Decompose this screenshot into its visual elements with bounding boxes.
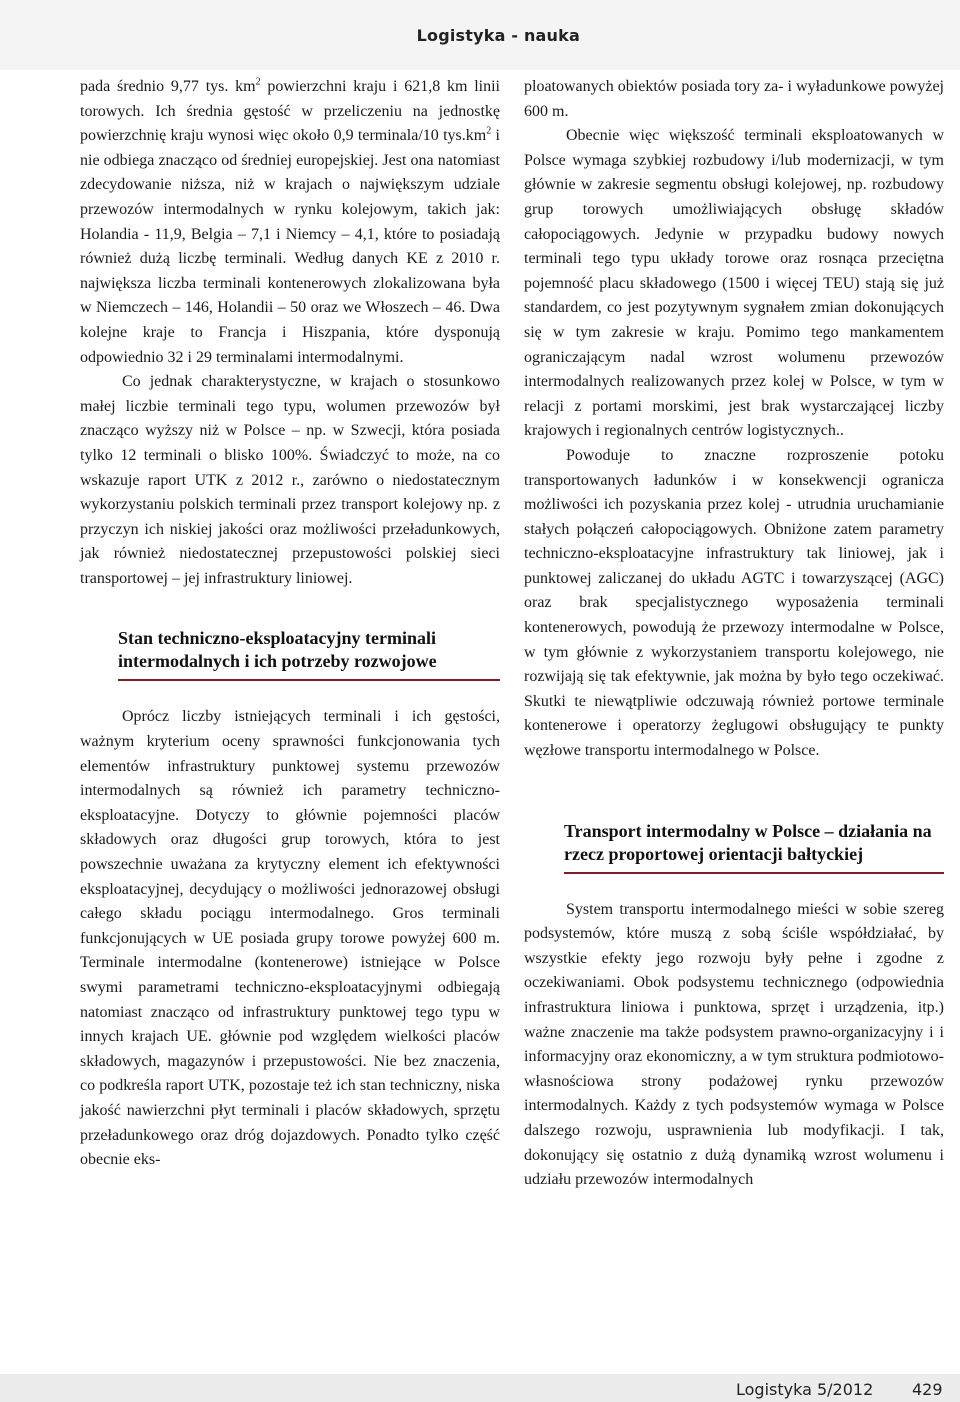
right-column <box>524 75 944 1193</box>
section-heading-wrap <box>564 820 944 874</box>
left-column <box>80 75 500 1173</box>
paragraph: Obecnie więc większość terminali eksploatowanych w Polsce wymaga szybkiej rozbudowy i/lub modernizacji, w tym głównie w zakresie segmentu obsługi kolejowej, np. rozbudowy grup torowych umożliwiających obsługę składów całopociągowych. Jedynie w przypadku budowy nowych terminali tego typu układy torowe oraz rosnąca przeciętna pojemność placu składowego (1500 i więcej TEU) stają się już standardem, co jest pozytywnym sygnałem zmian dokonujących się w tym zakresie w kraju. Pomimo tego mankamentem ograniczającym nadal wzrost wolumenu przewozów intermodalnych realizowanych przez kolej w Polsce, w tym w relacji z portami morskimi, jest brak wystarczającej liczby krajowych i regionalnych centrów logistycznych.. <box>524 127 944 440</box>
section-heading: Transport intermodalny w Polsce – działania na rzecz proportowej orientacji bałtyckiej <box>564 820 944 874</box>
paragraph <box>80 75 500 370</box>
page-number: 429 <box>912 1380 943 1399</box>
text-run: powierzchni kraju i 621,8 km linii torowych. Ich średnia gęstość w przeliczeniu na jednostkę powierzchnię kraju wynosi więc około 0,9 terminala/10 tys.km <box>80 78 501 145</box>
paragraph: Oprócz liczby istniejących terminali i ich gęstości, ważnym kryterium oceny sprawności funkcjonowania tych elementów infrastruktury punktowej systemu przewozów intermodalnych są również ich parametry techniczno-eksploatacyjne. Dotyczy to głównie pojemności placów składowych oraz długości grup torowych, która to jest powszechnie uważana za krytyczny element ich efektywności eksploatacyjnej, decydujący o możliwości jednorazowej obsługi całego składu pociągu intermodalnego. Gros terminali funkcjonujących w UE posiada grupy torowe powyżej 600 m. Terminale intermodalne (kontenerowe) istniejące w Polsce swymi parametrami techniczno-eksploatacyjnymi odbiegają natomiast znacząco od infrastruktury punktowej tego typu w innych krajach UE. głównie pod względem wielkości placów składowych, magazynów i przepustowości. Nie bez znaczenia, co podkreśla raport UTK, pozostaje też ich stan techniczny, niska jakość nawierzchni płyt terminali i placów składowych, sprzętu przeładunkowego oraz dróg dojazdowych. Ponadto tylko część obecnie eks- <box>80 708 500 1169</box>
paragraph: Co jednak charakterystyczne, w krajach o stosunkowo małej liczbie terminali tego typu, wolumen przewozów był znacząco wyższy niż w Polsce – np. w Szwecji, która posiada tylko 12 terminali o blisko 100%. Świadczyć to może, na co wskazuje raport UTK z 2012 r., zarówno o niedostatecznym wykorzystaniu polskich terminali przez transport kolejowy np. z przyczyn ich niskiej jakości oraz możliwości przeładunkowych, jak również niedostatecznej przepustowości polskiej sieci transportowej – jej infrastruktury liniowej. <box>80 373 500 587</box>
section-heading: Stan techniczno-eksploatacyjny terminali intermodalnych i ich potrzeby rozwojowe <box>118 627 500 681</box>
section-heading-wrap <box>118 627 500 681</box>
superscript: 2 <box>255 76 261 88</box>
paragraph: Powoduje to znaczne rozproszenie potoku transportowanych ładunków i w konsekwencji ogranicza możliwości ich pozyskania przez kolej - utrudnia uruchamianie stałych połączeń całopociągowych. Obniżone zatem parametry techniczno-eksploatacyjne infrastruktury tak liniowej, jak i punktowej zaliczanej do układu AGTC i towarzyszącej (AGC) oraz brak specjalistycznego wyposażenia terminali kontenerowych, powodują że przewozy intermodalne w Polsce, w tym głównie z wykorzystaniem transportu kolejowego, nie rozwijają się tak efektywnie, jak można by było tego oczekiwać. Skutki te niewątpliwie odczuwają również portowe terminale kontenerowe i operatorzy żeglugowi obsługujący te punkty węzłowe transportu intermodalnego w Polsce. <box>524 446 944 760</box>
paragraph: System transportu intermodalnego mieści w sobie szereg podsystemów, które muszą z sobą ściśle współdziałać, by wszystkie efekty jego rozwoju były pełne i zgodne z oczekiwaniami. Obok podsystemu technicznego (odpowiednia infrastruktura liniowa i punktowa, sprzęt i urządzenia, itp.) ważne znaczenie ma także podsystem prawno-organizacyjny i i informacyjny oraz ekonomiczny, a w tym struktura podmiotowo-własnościowa strony podażowej rynku przewozów intermodalnych. Każdy z tych podsystemów wymaga w Polsce dalszego rozwoju, usprawnienia lub modyfikacji. I tak, dokonujący się ostatnio z dużą dynamiką wzrost wolumenu i udziału przewozów intermodalnych <box>524 900 944 1189</box>
text-run: pada średnio 9,77 tys. km <box>80 78 256 95</box>
superscript: 2 <box>486 125 492 137</box>
text-run: i nie odbiega znacząco od średniej europejskiej. Jest ona natomiast zdecydowanie niższa, niż w krajach o największym udziale przewozów intermodalnych w rynku kolejowym, takich jak: Holandia - 11,9, Belgia – 7,1 i Niemcy – 4,1, które to posiadają również dużą liczbę terminali. Według danych KE z 2010 r. największa liczba terminali kontenerowych zlokalizowana była w Niemczech – 146, Holandii – 50 oraz we Włoszech – 46. Dwa kolejne kraje to Francja i Hiszpania, które dysponują odpowiednio 32 i 29 terminalami intermodalnymi. <box>80 127 500 366</box>
section-title: Logistyka - nauka <box>416 26 580 45</box>
journal-issue: Logistyka 5/2012 <box>736 1380 874 1399</box>
paragraph: ploatowanych obiektów posiada tory za- i wyładunkowe powyżej 600 m. <box>524 78 944 120</box>
